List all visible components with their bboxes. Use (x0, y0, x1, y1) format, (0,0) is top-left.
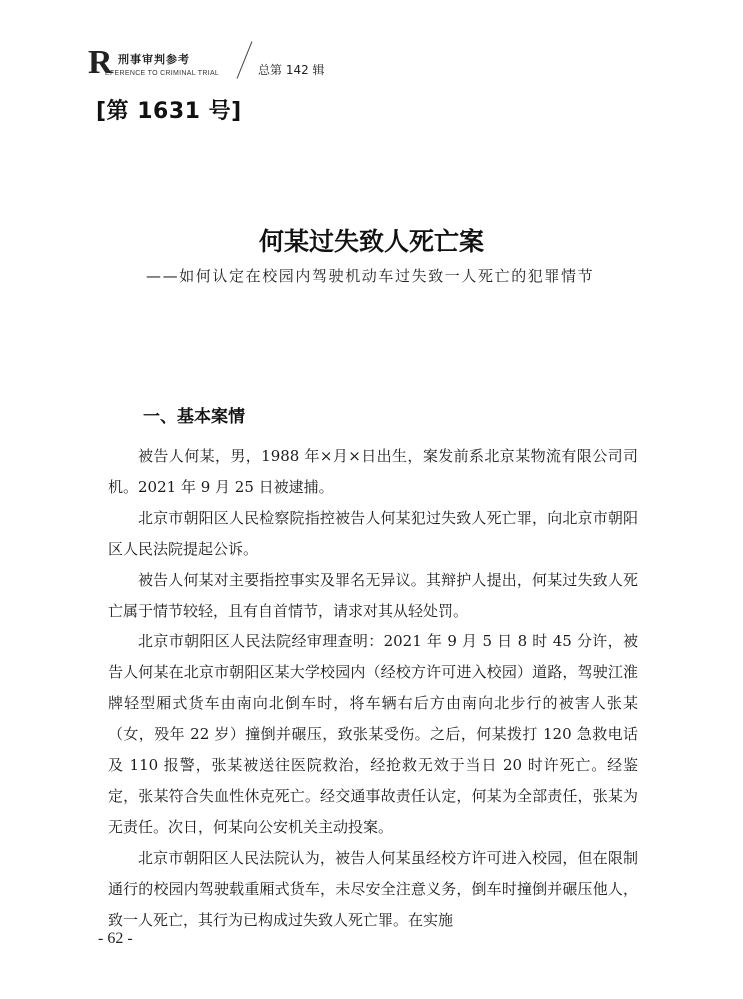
journal-title: 刑事审判参考 (118, 53, 190, 66)
journal-subtitle: EFERENCE TO CRIMINAL TRIAL (105, 70, 220, 77)
page-number: - 62 - (98, 930, 133, 947)
issue-number: 总第 142 辑 (258, 63, 325, 77)
paragraph: 被告人何某，男，1988 年×月×日出生，案发前系北京某物流有限公司司机。2021 年 9 月 25 日被逮捕。 (108, 447, 638, 496)
case-title: 何某过失致人死亡案 (258, 227, 484, 256)
journal-logo-letter: R (88, 44, 113, 81)
section-heading: 一、基本案情 (143, 407, 245, 427)
paragraph: 北京市朝阳区人民法院认为，被告人何某虽经校方许可进入校园，但在限制通行的校园内驾驶载重厢式货车，未尽安全注意义务，倒车时撞倒并碾压他人，致一人死亡，其行为已构成过失致人死亡罪。在实施 (108, 848, 638, 929)
paragraph: 被告人何某对主要指控事实及罪名无异议。其辩护人提出，何某过失致人死亡属于情节较轻，且有自首情节，请求对其从轻处罚。 (108, 570, 638, 620)
case-number: [第 1631 号] (96, 99, 242, 124)
paragraph: 北京市朝阳区人民检察院指控被告人何某犯过失致人死亡罪，向北京市朝阳区人民法院提起公诉。 (108, 508, 638, 558)
header-divider (237, 41, 253, 78)
case-subtitle: ——如何认定在校园内驾驶机动车过失致一人死亡的犯罪情节 (146, 267, 595, 285)
paragraph: 北京市朝阳区人民法院经审理查明：2021 年 9 月 5 日 8 时 45 分许，被告人何某在北京市朝阳区某大学校园内（经校方许可进入校园）道路，驾驶江淮牌轻型厢式货车由南向北倒车时，将车辆右后方由南向北步行的被害人张某（女，殁年 22 岁）撞倒并碾压，致张某受伤。之后，何某拨打 120 急救电话及 110 报警，张某被送往医院救治，经抢救无效于当日 20 时许死亡。经鉴定，张某符合失血性休克死亡。经交通事故责任认定，何某为全部责任，张某为无责任。次日，何某向公安机关主动投案。 (108, 632, 638, 836)
section-body (108, 441, 638, 936)
